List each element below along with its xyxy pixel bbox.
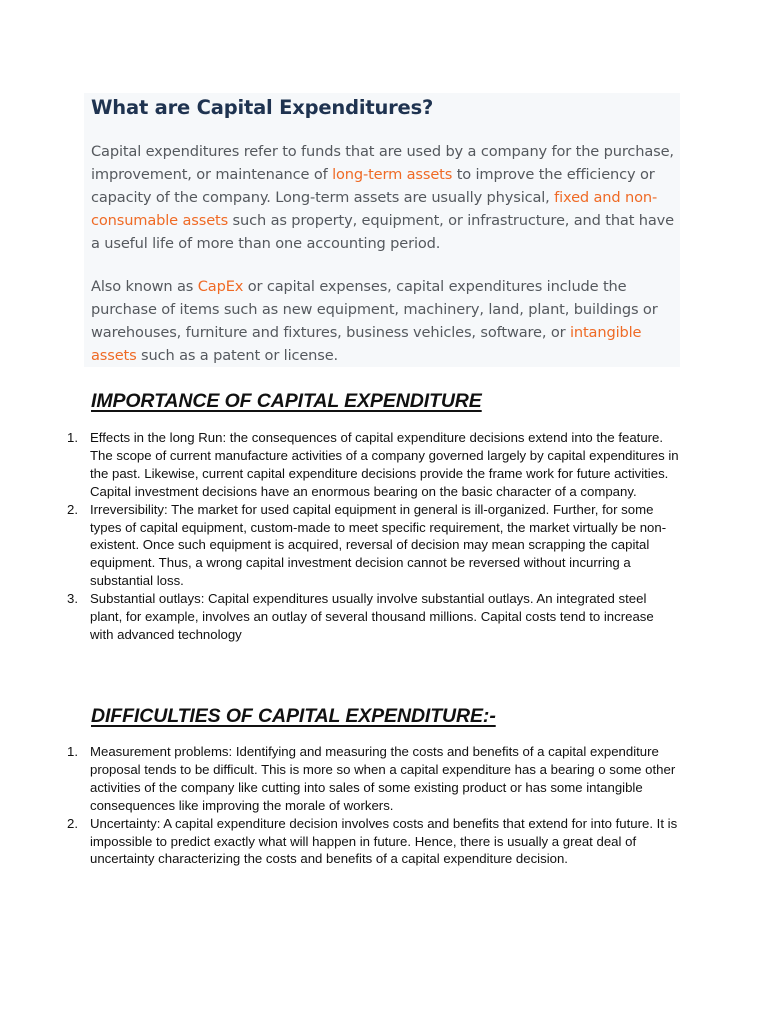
list-item-text: Irreversibility: The market for used capital equipment in general is ill-organized. Further, for some types of capital equipment, custom-made to meet specific requirement, the market virtually be non-existent. Once such equipment is acquired, reversal of decision may mean scrapping the capital equipment. Thus, a wrong capital investment decision cannot be reversed without incurring a substantial loss. [90, 501, 667, 589]
list-item-number: 1. [67, 430, 78, 445]
list-item-number: 2. [67, 815, 78, 831]
link-long-term-assets[interactable]: long-term assets [332, 166, 453, 183]
list-item-number: 1. [67, 744, 78, 759]
list-item [67, 429, 680, 501]
list-item-number: 2. [67, 501, 78, 517]
link-capex[interactable]: CapEx [197, 278, 244, 295]
callout-text: such as property, equipment, or infrastructure, and that have a useful life of more than one accounting period. [91, 212, 674, 252]
list-item-text: Measurement problems: Identifying and measuring the costs and benefits of a capital expenditure proposal tends to be difficult. This is more so when a capital expenditure has a bearing o some other activities of the company like cutting into sales of some existing product or has some intangible consequences like improving the morale of workers. [90, 744, 676, 813]
list-item [67, 501, 680, 591]
list-item [67, 590, 680, 644]
capex-definition-callout [84, 93, 680, 367]
list-item-number: 3. [67, 591, 78, 607]
callout-text: or capital expenses, capital expenditures include the purchase of items such as new equipment, machinery, land, plant, buildings or warehouses, furniture and fixtures, business vehicles, software, or [91, 278, 658, 341]
link-fixed-assets[interactable]: fixed and non-consumable assets [91, 189, 658, 229]
list-item-text: Substantial outlays: Capital expenditures usually involve substantial outlays. An integrated steel plant, for example, involves an outlay of several thousand millions. Capital costs tend to increase with advanced technology [90, 591, 654, 642]
callout-paragraph-examples [91, 275, 683, 367]
callout-paragraph-definition [91, 140, 683, 255]
link-intangible-assets[interactable]: intangible assets [91, 324, 642, 364]
list-item [67, 743, 680, 815]
callout-text: to improve the efficiency or capacity of the company. Long-term assets are usually physical, [91, 166, 655, 206]
list-item-text: Uncertainty: A capital expenditure decision involves costs and benefits that extend for into future. It is impossible to predict exactly what will happen in future. Hence, there is usually a great deal of uncertainty characterizing the costs and benefits of a capital expenditure decision. [90, 815, 678, 867]
callout-title: What are Capital Expenditures? [91, 96, 434, 119]
difficulties-list [67, 743, 680, 868]
callout-text: such as a patent or license. [136, 347, 339, 364]
importance-list [67, 429, 680, 644]
callout-text: Capital expenditures refer to funds that are used by a company for the purchase, improvement, or maintenance of [91, 143, 674, 183]
importance-heading: IMPORTANCE OF CAPITAL EXPENDITURE [91, 390, 482, 412]
callout-text: Also known as [91, 278, 198, 295]
list-item [67, 815, 680, 869]
list-item-text: Effects in the long Run: the consequences of capital expenditure decisions extend into the feature. The scope of current manufacture activities of a company governed largely by capital expenditures in the past. Likewise, current capital expenditure decisions provide the frame work for future activities. Capital investment decisions have an enormous bearing on the basic character of a company. [90, 430, 679, 499]
difficulties-heading: DIFFICULTIES OF CAPITAL EXPENDITURE:- [91, 705, 496, 727]
